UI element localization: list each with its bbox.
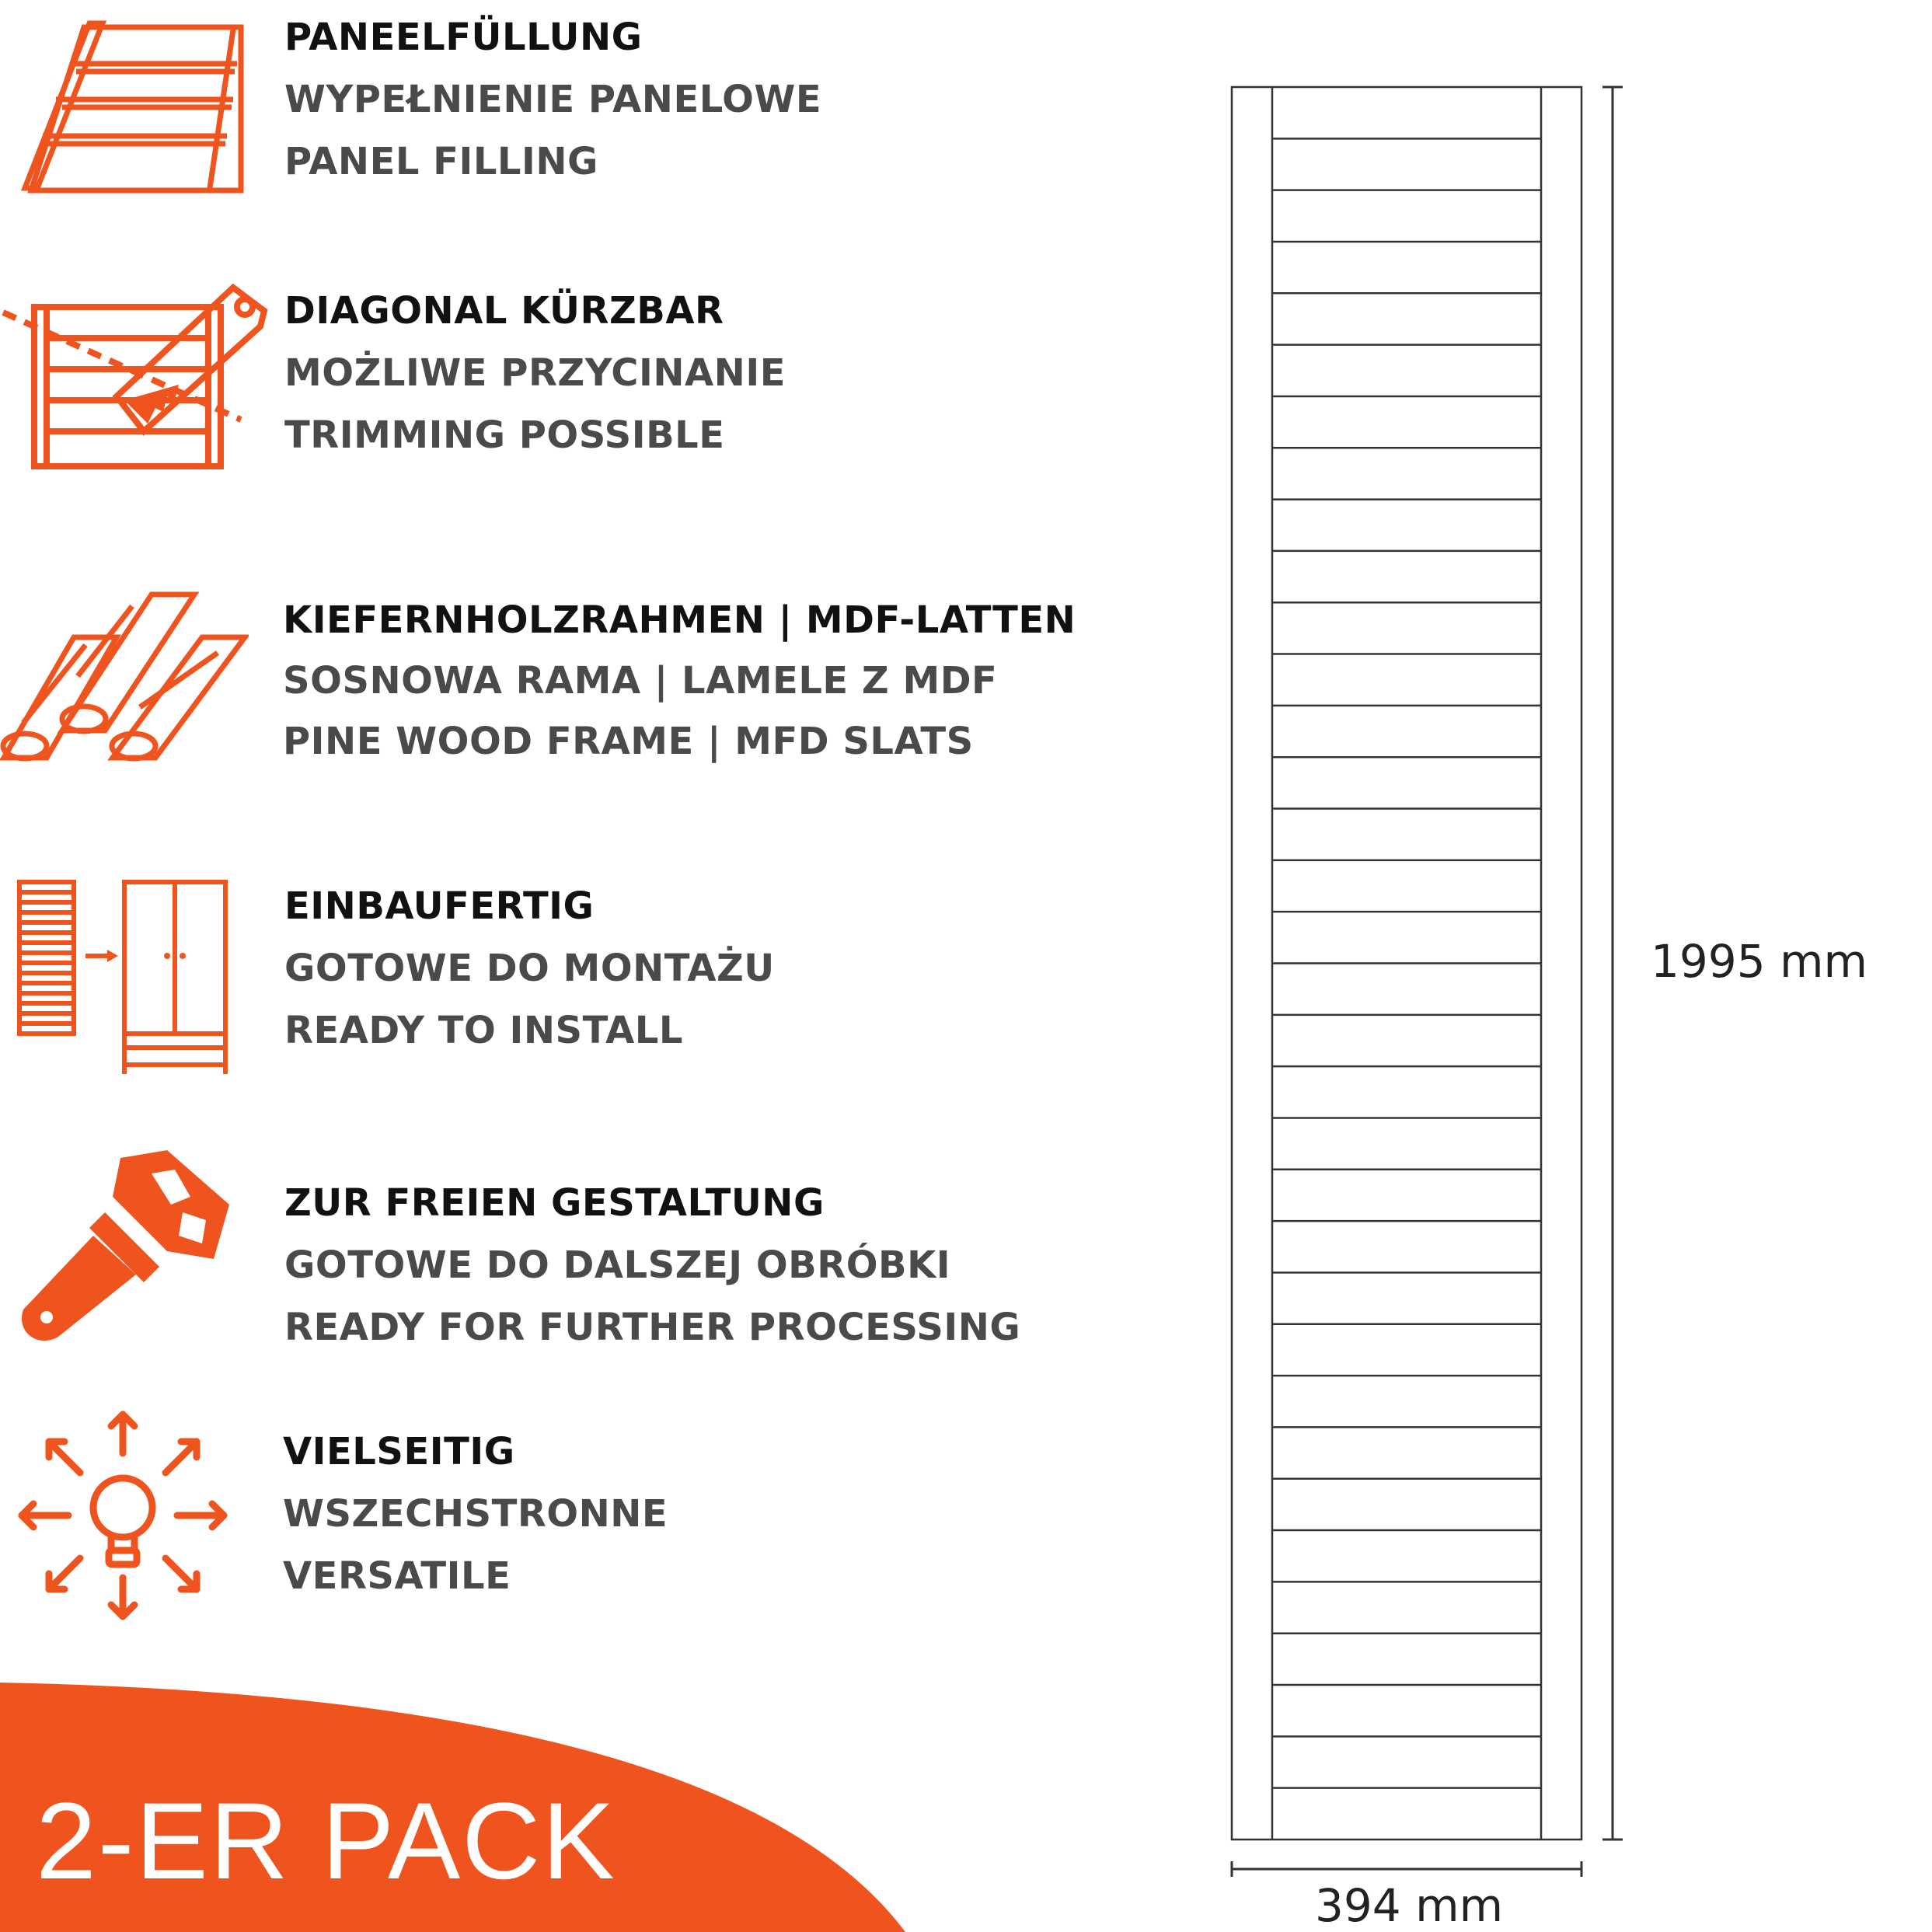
feature-title-de: PANEELFÜLLUNG	[284, 16, 643, 59]
feature-title-de: ZUR FREIEN GESTALTUNG	[284, 1181, 825, 1225]
lightbulb-arrows-icon	[14, 1407, 232, 1627]
feature-title-de: DIAGONAL KÜRZBAR	[284, 289, 724, 333]
feature-title-en: READY FOR FURTHER PROCESSING	[284, 1306, 1021, 1349]
feature-title-en: READY TO INSTALL	[284, 1009, 683, 1052]
wood-planks-icon	[0, 591, 249, 772]
feature-title-pl: MOŻLIWE PRZYCINANIE	[284, 351, 786, 395]
saw-trimming-icon	[0, 272, 280, 485]
feature-title-en: VERSATILE	[283, 1554, 511, 1598]
feature-title-de: VIELSEITIG	[283, 1430, 515, 1473]
feature-title-pl: SOSNOWA RAMA | LAMELE Z MDF	[283, 659, 998, 703]
paint-brush-icon	[12, 1150, 245, 1348]
shutter-drawing	[1212, 78, 1632, 1930]
feature-title-pl: WSZECHSTRONNE	[283, 1492, 668, 1536]
feature-title-de: EINBAUFERTIG	[284, 884, 595, 928]
feature-title-pl: WYPEŁNIENIE PANELOWE	[284, 78, 822, 121]
pack-banner-label: 2-ER PACK	[36, 1780, 616, 1902]
feature-title-pl: GOTOWE DO MONTAŻU	[284, 947, 775, 990]
feature-title-en: PANEL FILLING	[284, 140, 598, 183]
feature-title-en: PINE WOOD FRAME | MFD SLATS	[283, 720, 974, 763]
feature-title-en: TRIMMING POSSIBLE	[284, 413, 725, 457]
feature-title-pl: GOTOWE DO DALSZEJ OBRÓBKI	[284, 1243, 951, 1287]
panel-filling-icon	[16, 16, 249, 205]
width-dimension-label: 394 mm	[1315, 1879, 1504, 1932]
cabinet-install-icon	[16, 878, 241, 1083]
height-dimension-label: 1995 mm	[1651, 935, 1868, 988]
feature-title-de: KIEFERNHOLZRAHMEN | MDF-LATTEN	[283, 598, 1076, 642]
